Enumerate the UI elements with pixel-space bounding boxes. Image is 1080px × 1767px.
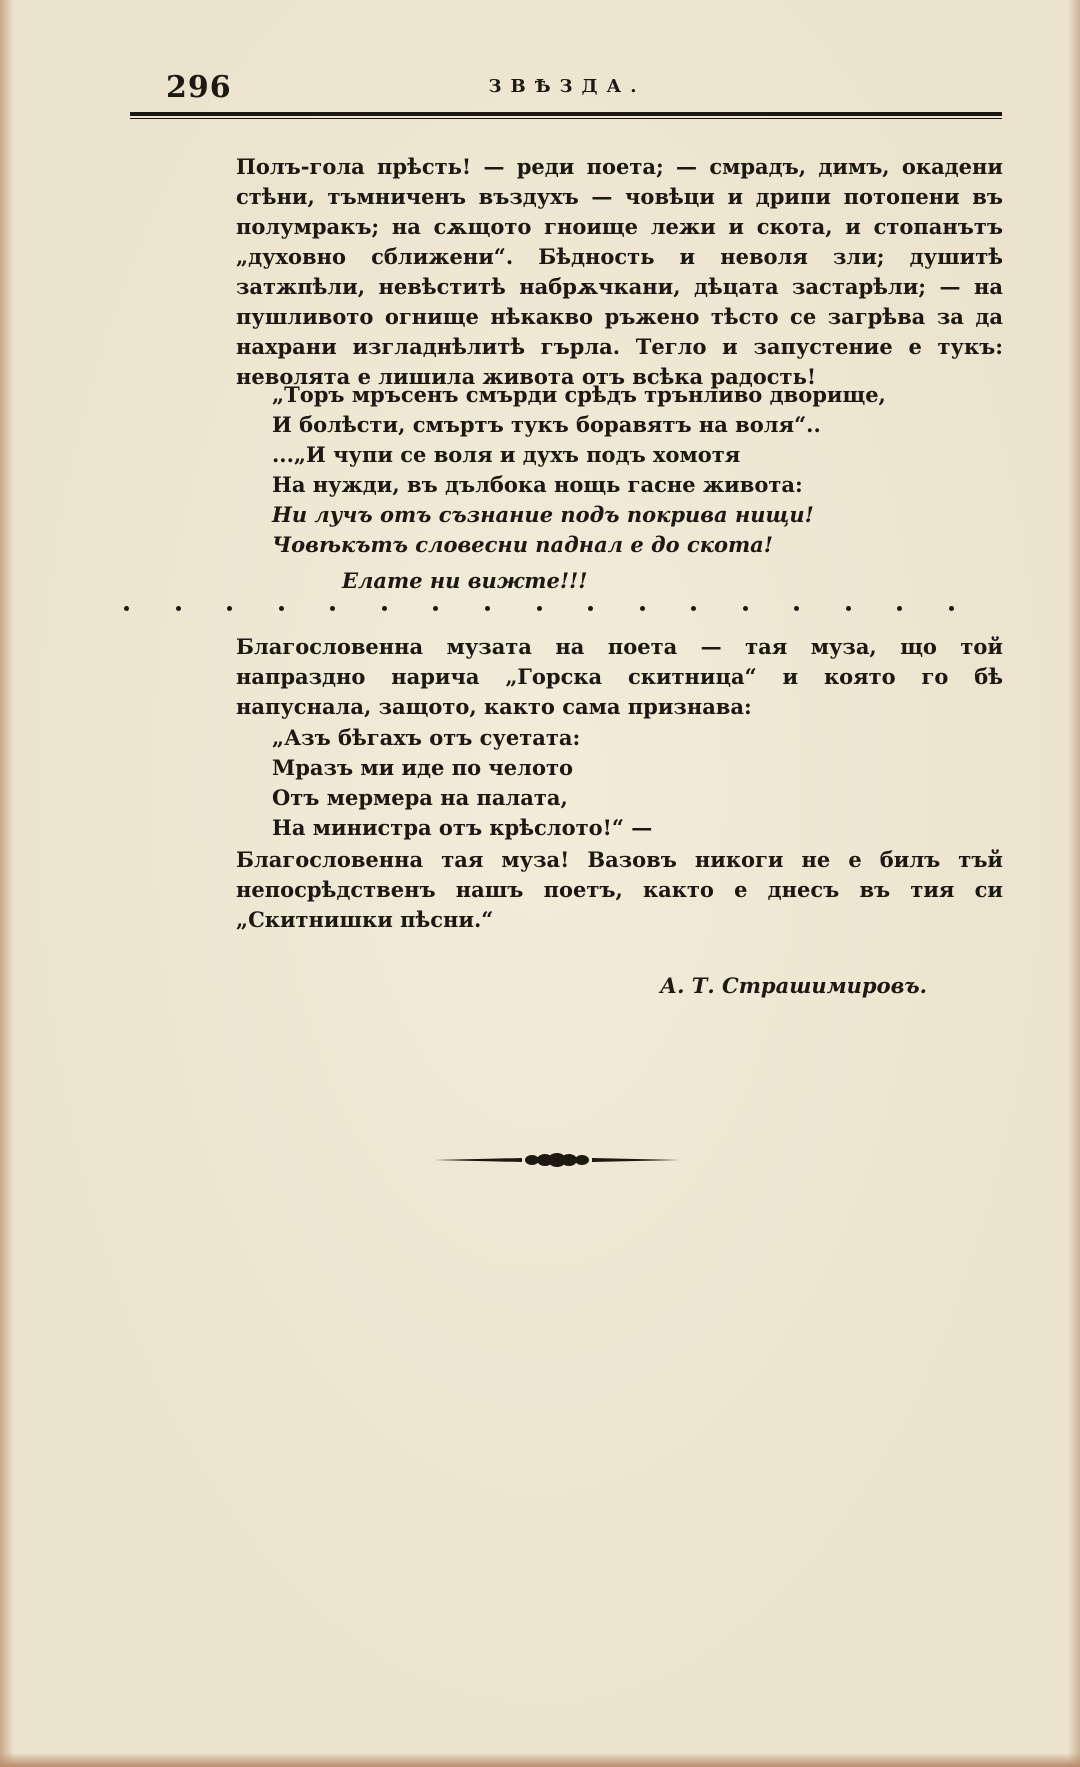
dot (537, 606, 542, 611)
poem2-line-1: „Азъ бѣгахъ отъ суетата: (272, 725, 581, 750)
dot (691, 606, 696, 611)
poem1-line-4: На нужди, въ дълбока нощь гасне живота: (272, 472, 803, 497)
poem2-line-4: На министра отъ крѣслото!“ — (272, 815, 653, 840)
dot (949, 606, 954, 611)
dot (846, 606, 851, 611)
page-edge-left (0, 0, 14, 1767)
dot (743, 606, 748, 611)
dot (794, 606, 799, 611)
end-ornament-icon (432, 1148, 682, 1172)
page-edge-right (1068, 0, 1080, 1767)
author-signature: А. Т. Страшимировъ. (660, 973, 927, 998)
paragraph-1-text: Полъ-гола прѣсть! — реди поета; — смрадъ, димъ, окадени стѣни, тъмниченъ въздухъ — човѣци и дрипи потопени въ полумракъ; на сѫщото гноище лежи и скота, и стопанътъ „духовно сближени“. Бѣдность и неволя зли; душитѣ затжпѣли, невѣститѣ набрѫчкани, дѣцата застарѣли; — на пушливото огнище нѣкакво ръжено тѣсто се загрѣва за да нахрани изгладнѣлитѣ гърла. Тегло и запустение е тукъ: неволята е лишила живота отъ всѣка радость! (236, 154, 1003, 389)
page-edge-bottom (0, 1753, 1080, 1767)
poem-quote-2 (272, 723, 652, 843)
poem1-italic-line-2: Човѣкътъ словесни паднал е до скота! (272, 532, 774, 557)
dot (588, 606, 593, 611)
paragraph-2 (126, 632, 1003, 722)
dot (640, 606, 645, 611)
header-rule-thin (130, 118, 1002, 119)
dot (227, 606, 232, 611)
dot (382, 606, 387, 611)
dot (433, 606, 438, 611)
page-number: 296 (166, 70, 232, 105)
ellipsis-row (124, 606, 954, 626)
paragraph-2-text: Благословенна музата на поета — тая муза, що той напраздно нарича „Горска скитница“ и която го бѣ напуснала, защото, както сама признава: (236, 634, 1003, 719)
dot (124, 606, 129, 611)
dot (330, 606, 335, 611)
paragraph-3 (126, 845, 1003, 935)
poem-quote-1 (272, 380, 886, 596)
dot (485, 606, 490, 611)
paragraph-1 (126, 152, 1003, 392)
poem1-italic-line-1: Ни лучъ отъ съзнание подъ покрива нищи! (272, 502, 814, 527)
dot (279, 606, 284, 611)
poem2-line-3: Отъ мермера на палата, (272, 785, 568, 810)
paragraph-3-text: Благословенна тая муза! Вазовъ никоги не е билъ тъй непосрѣдственъ нашъ поетъ, както е днесъ въ тия си „Скитнишки пѣсни.“ (236, 847, 1003, 932)
poem1-closing: Елате ни вижте!!! (342, 568, 588, 593)
dot (897, 606, 902, 611)
header-rule-thick (130, 112, 1002, 116)
poem1-line-3: ...„И чупи се воля и духъ подъ хомотя (272, 442, 741, 467)
running-head: ЗВѢЗДА. (488, 76, 646, 97)
poem1-line-2: И болѣсти, смъртъ тукъ боравятъ на воля“.. (272, 412, 821, 437)
poem1-line-1: „Торъ мръсенъ смърди срѣдъ трънливо дворище, (272, 382, 886, 407)
page-header (132, 70, 1002, 110)
poem2-line-2: Мразъ ми иде по челото (272, 755, 573, 780)
dot (176, 606, 181, 611)
